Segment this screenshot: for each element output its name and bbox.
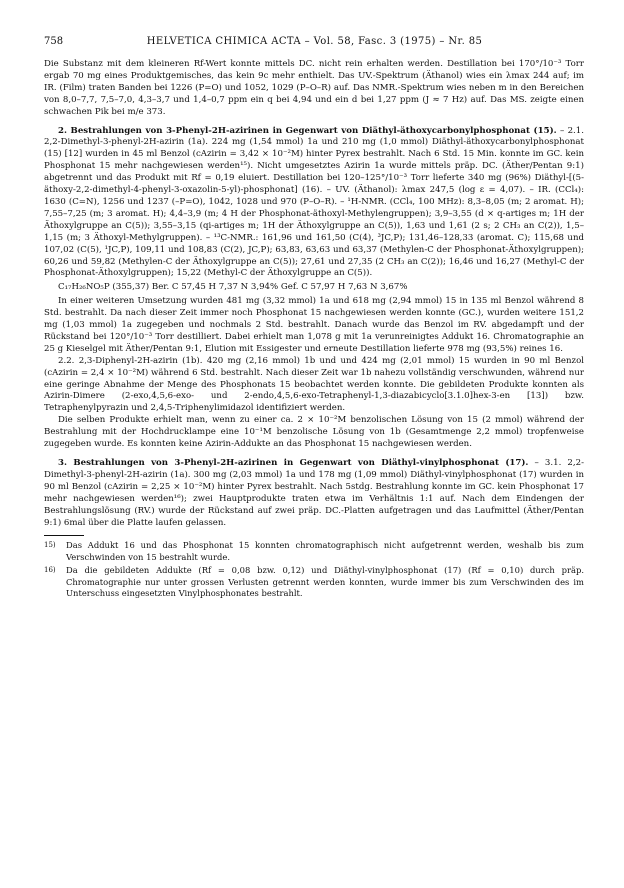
footnote-mark: 16) [44,566,56,575]
section-text: – 3.1. 2,2-Dimethyl-3-phenyl-2H-azirin (1a). 300 mg (2,03 mmol) 1a und 178 mg (1,09 mmol) Diäthyl-vinylphosphonat (17) wurden in 90 ml Benzol (cAzirin = 2,25 × 10⁻²M) hinter Pyrex bestrahlt. Nach 5stdg. Bestrahlung konnte im GC. kein Phosphonat 17 mehr nachgewiesen werden¹⁶); zwei Hauptprodukte traten etwa im Verhältnis 1:1 auf. Nach dem Eindengen der Bestrahlungslösung (RV.) wurde der Rückstand auf zwei präp. DC.-Platten aufgetragen und das Laufmittel (Äther/Pentan 9:1) 6mal über die Platte laufen gelassen. [44,458,584,528]
page [44,36,584,601]
section-paragraph [44,126,584,281]
paragraph: Die Substanz mit dem kleineren Rf-Wert konnte mittels DC. nicht rein erhalten werden. Destillation bei 170°/10⁻³ Torr ergab 70 mg eines Produktgemisches, das kein 9c mehr enthielt. Das UV.-Spektrum (Äthanol) wies ein λmax 244 auf; im IR. (Film) traten Banden bei 1226 (P=O) und 1052, 1029 (P–O–R) auf. Das NMR.-Spektrum wies neben m in den Bereichen von 8,0–7,7, 7,5–7,0, 4,3–3,7 und 1,4–0,7 ppm ein q bei 4,94 und ein d bei 1,27 ppm (J ≈ 7 Hz) auf. Das MS. zeigte einen schwachen Pik bei m/e 373. [44,59,584,117]
footnote-text: Da die gebildeten Addukte (Rf = 0,08 bzw. 0,12) und Diäthyl-vinylphosphonat (17) (Rf = 0,10) durch präp. Chromatographie nur unter grossen Verlusten getrennt werden konnten, wurde immer bis zum Verschwinden des im Unterschuss eingesetzten Vinylphosphonates bestrahlt. [66,565,584,599]
paragraph: 2.2. 2,3-Diphenyl-2H-azirin (1b). 420 mg (2,16 mmol) 1b und und 424 mg (2,01 mmol) 15 wurden in 90 ml Benzol (cAzirin = 2,4 × 10⁻²M) während 6 Std. bestrahlt. Nach dieser Zeit war 1b nahezu vollständig verschwunden, während nur eine geringe Abnahme der Menge des Phosphonats 15 beobachtet werden konnte. Die gebildeten Produkte konnten als Azirin-Dimere (2-exo,4,5,6-exo- und 2-endo,4,5,6-exo-Tetraphenyl-1,3-diazabicyclo[3.1.0]hex-3-en [13]) bzw. Tetraphenylpyrazin und 2,4,5-Triphenylimidazol identifiziert werden. [44,355,584,414]
footnote [44,565,584,599]
page-number: 758 [44,36,64,47]
section-heading: 2. Bestrahlungen von 3-Phenyl-2H-azirinen in Gegenwart von Diäthyl-äthoxycarbonylphosphonat (15). [58,125,557,136]
body-text [44,59,584,529]
footnote-divider [44,535,84,536]
section-paragraph [44,458,584,529]
paragraph: In einer weiteren Umsetzung wurden 481 mg (3,32 mmol) 1a und 618 mg (2,94 mmol) 15 in 135 ml Benzol während 8 Std. bestrahlt. Da nach dieser Zeit immer noch Phosphonat 15 nachgewiesen werden konnte (GC.), wurden weitere 151,2 mg (1,03 mmol) 1a zugegeben und nochmals 2 Std. bestrahlt. Danach wurde das Benzol im RV. abgedampft und der Rückstand bei 120°/10⁻³ Torr destilliert. Dabei erhielt man 1,078 g mit 1a verunreinigtes Addukt 16. Chromatographie an 25 g Kieselgel mit Äther/Pentan 9:1, Elution mit Essigester und erneute Destillation lieferte 978 mg (93,5%) reines 16. [44,296,584,354]
footnote-mark: 15) [44,541,56,550]
section-text: – 2.1. 2,2-Dimethyl-3-phenyl-2H-azirin (1a). 224 mg (1,54 mmol) 1a und 210 mg (1,0 mmol) Diäthyl-äthoxycarbonylphosphonat (15) [12] wurden in 45 ml Benzol (cAzirin = 3,42 × 10⁻²M) hinter Pyrex bestrahlt. Nach 6 Std. 15 Min. konnte im GC. kein Phosphonat 15 mehr nachgewiesen werden¹⁵). Nicht umgesetztes Azirin 1a wurde mittels präp. DC. (Äther/Pentan 9:1) abgetrennt und das Produkt mit Rf = 0,19 eluiert. Destillation bei 120–125°/10⁻³ Torr lieferte 340 mg (96%) Diäthyl-[(5-äthoxy-2,2-dimethyl-4-phenyl-3-oxazolin-5-yl)-phosphonat] (16). – UV. (Äthanol): λmax 247,5 (log ε = 4,07). – IR. (CCl₄): 1630 (C=N), 1256 und 1237 (–P=O), 1042, 1028 und 970 (P–O–R). – ¹H-NMR. (CCl₄, 100 MHz): 8,3–8,05 (m; 2 aromat. H); 7,55–7,25 (m; 3 aromat. H); 4,4–3,9 (m; 4 H der Phosphonat-äthoxyl-Methylengruppen); 3,9–3,55 (d × q-artiges m; 1H der Äthoxylgruppe an C(5)); 3,55–3,15 (qi-artiges m; 1H der Äthoxylgruppe an C(5)), 1,63 und 1,61 (2 s; 2 CH₃ an C(2)), 1,5–1,15 (m; 3 Äthoxyl-Methylgruppen). – ¹³C-NMR.: 161,96 und 161,50 (C(4), ³JC,P); 131,46–128,33 (aromat. C); 115,68 und 107,02 (C(5), ¹JC,P), 109,11 und 108,83 (C(2), JC,P); 63,83, 63,63 und 63,37 (Methylen-C der Phosphonat-Äthoxylgruppen); 60,26 und 59,82 (Methylen-C der Äthoxylgruppe an C(5)); 27,61 und 27,35 (2 CH₃ an C(2)); 16,46 und 16,27 (Methyl-C der Phosphonat-Äthoxylgruppen); 15,22 (Methyl-C der Äthoxylgruppe an C(5)). [44,125,584,279]
elemental-analysis: C₁₇H₂₆NO₅P (355,37) Ber. C 57,45 H 7,37 N 3,94% Gef. C 57,97 H 7,63 N 3,67% [58,282,408,293]
section-heading: 3. Bestrahlungen von 3-Phenyl-2H-azirinen in Gegenwart von Diäthyl-vinylphosphonat (17). [58,458,529,468]
running-header [44,36,584,47]
journal-title: HELVETICA CHIMICA ACTA – Vol. 58, Fasc. 3 (1975) – Nr. 85 [146,36,483,47]
footnote [44,540,584,563]
footnote-text: Das Addukt 16 und das Phosphonat 15 konnten chromatographisch nicht aufgetrennt werden, weshalb bis zum Verschwinden von 15 bestrahlt wurde. [66,540,584,562]
paragraph: Die selben Produkte erhielt man, wenn zu einer ca. 2 × 10⁻²M benzolischen Lösung von 15 (2 mmol) während der Bestrahlung mit der Hochdrucklampe eine 10⁻¹M benzolische Lösung von 1b (Gesamtmenge 2,2 mmol) tropfenweise zugegeben wurde. Es konnten keine Azirin-Addukte an das Phosphonat 15 nachgewiesen werden. [44,415,584,450]
